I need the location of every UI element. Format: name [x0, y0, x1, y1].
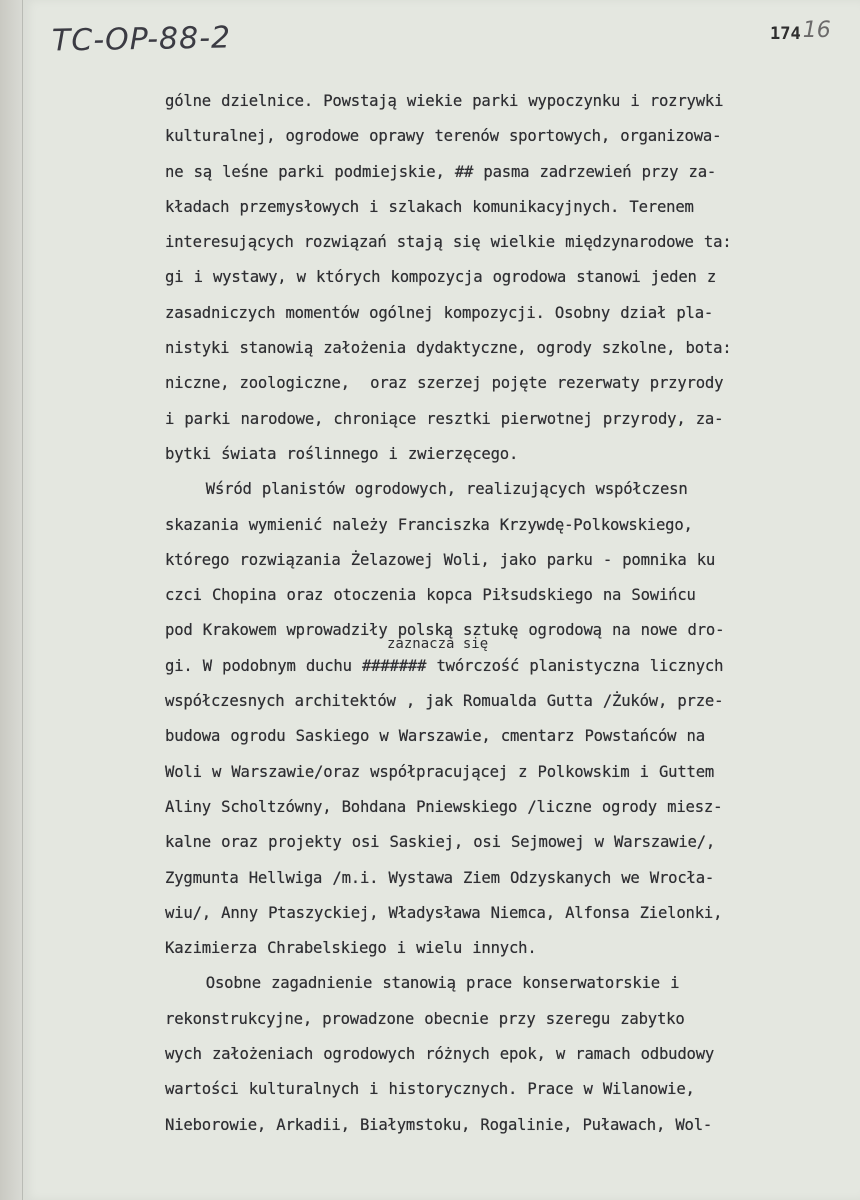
- text-line: wych założeniach ogrodowych różnych epok, w ramach odbudowy: [165, 1045, 715, 1064]
- text-line: Kazimierza Chrabelskiego i wielu innych.: [165, 939, 537, 958]
- text-line: współczesnych architektów , jak Romualda Gutta /Żuków, prze-: [165, 692, 724, 711]
- binding-edge: [0, 0, 22, 1200]
- text-line: Zygmunta Hellwiga /m.i. Wystawa Ziem Odzyskanych we Wrocła-: [165, 868, 715, 887]
- text-line: pod Krakowem wprowadziły polską sztukę ogrodową na nowe dro-: [165, 621, 725, 640]
- text-line: gi i wystawy, w których kompozycja ogrodowa stanowi jeden z: [165, 268, 717, 287]
- typed-page-number: 174: [770, 24, 801, 44]
- text-line: nistyki stanowią założenia dydaktyczne, ogrody szkolne, bota:: [165, 339, 732, 358]
- interlinear-correction: zaznacza się: [387, 636, 489, 652]
- text-line: wartości kulturalnych i historycznych. Prace w Wilanowie,: [165, 1080, 695, 1099]
- text-line: rekonstrukcyjne, prowadzone obecnie przy szeregu zabytko: [165, 1009, 685, 1028]
- text-line: ne są leśne parki podmiejskie, ## pasma zadrzewień przy za-: [165, 162, 717, 181]
- text-line: skazania wymienić należy Franciszka Krzywdę-Polkowskiego,: [165, 515, 693, 534]
- page-number: [770, 18, 831, 44]
- text-line: Wśród planistów ogrodowych, realizujących współczesn: [165, 480, 688, 499]
- text-line: gólne dzielnice. Powstają wiekie parki wypoczynku i rozrywki: [165, 92, 724, 110]
- text-line: kalne oraz projekty osi Saskiej, osi Sejmowej w Warszawie/,: [165, 833, 716, 852]
- text-line: zasadniczych momentów ogólnej kompozycji. Osobny dział pla-: [165, 303, 714, 322]
- handwritten-reference: TC-OP-88-2: [51, 20, 232, 59]
- handwritten-page-number: 16: [802, 18, 831, 43]
- text-line: bytki świata roślinnego i zwierzęcego.: [165, 444, 519, 463]
- text-line: wiu/, Anny Ptaszyckiej, Władysława Niemca, Alfonsa Zielonki,: [165, 903, 723, 922]
- typewritten-body: [165, 84, 845, 1143]
- text-line: budowa ogrodu Saskiego w Warszawie, cmentarz Powstańców na: [165, 727, 705, 746]
- text-line: i parki narodowe, chroniące resztki pierwotnej przyrody, za-: [165, 409, 724, 428]
- text-line: Nieborowie, Arkadii, Białymstoku, Rogalinie, Puławach, Wol-: [165, 1115, 713, 1134]
- text-line: niczne, zoologiczne, oraz szerzej pojęte rezerwaty przyrody: [165, 374, 724, 393]
- text-line: Woli w Warszawie/oraz współpracującej z Polkowskim i Guttem: [165, 762, 715, 781]
- text-line: którego rozwiązania Żelazowej Woli, jako parku - pomnika ku: [165, 550, 716, 569]
- text-line: kulturalnej, ogrodowe oprawy terenów sportowych, organizowa-: [165, 127, 722, 146]
- text-line: czci Chopina oraz otoczenia kopca Piłsudskiego na Sowińcu: [165, 586, 696, 605]
- text-line: interesujących rozwiązań stają się wielkie międzynarodowe ta:: [165, 233, 732, 252]
- text-line: kładach przemysłowych i szlakach komunikacyjnych. Terenem: [165, 197, 694, 216]
- text-line: gi. W podobnym duchu ####### twórczość planistyczna licznych: [165, 656, 724, 675]
- text-line: Aliny Scholtzówny, Bohdana Pniewskiego /liczne ogrody miesz-: [165, 797, 723, 816]
- text-line: Osobne zagadnienie stanowią prace konserwatorskie i: [165, 974, 680, 993]
